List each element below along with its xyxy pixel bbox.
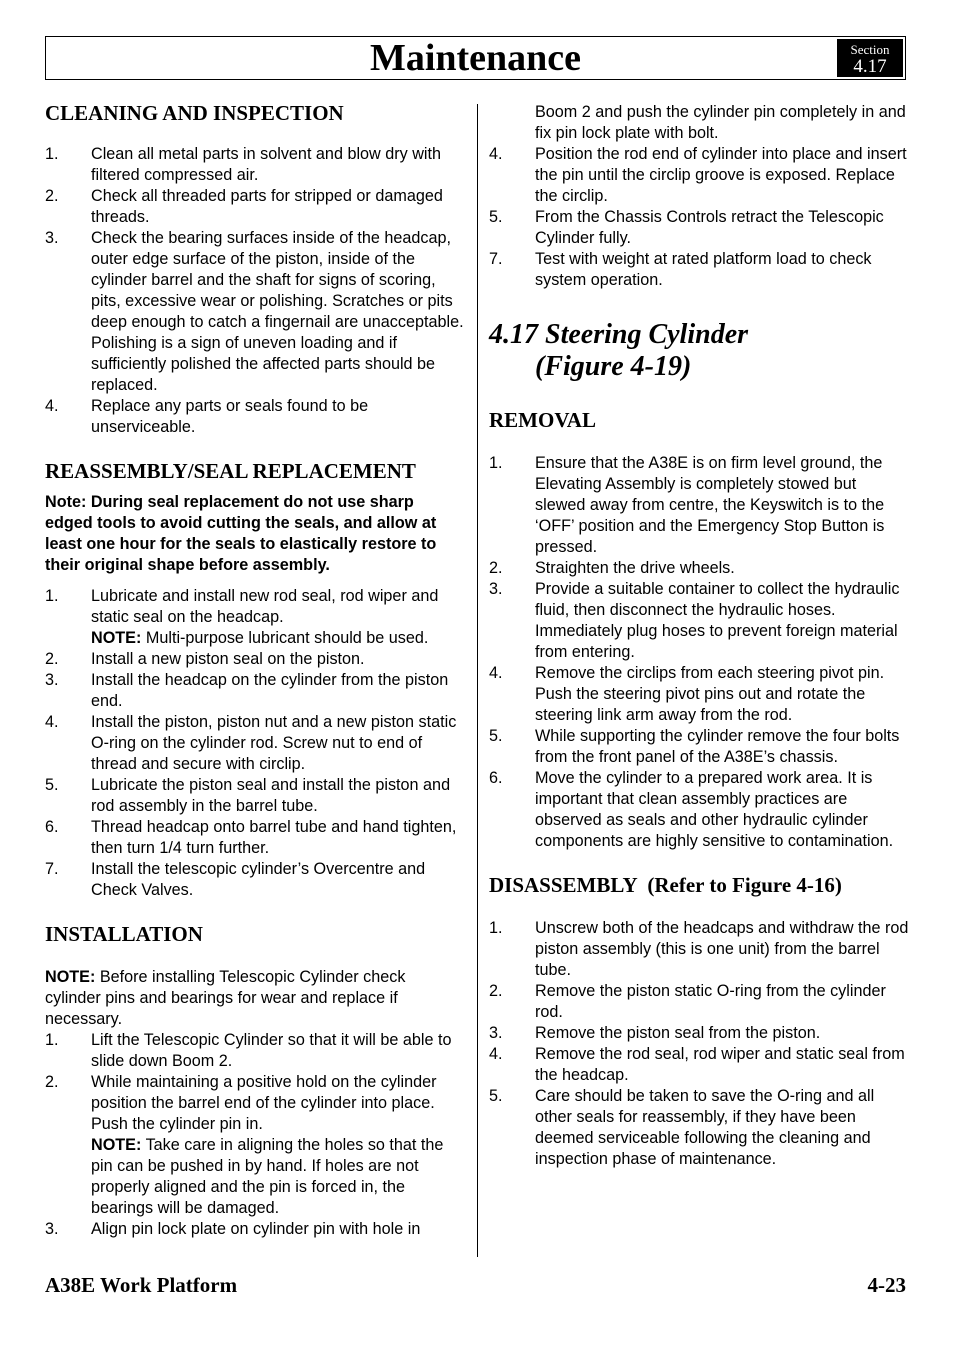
list-item: 3. Remove the piston seal from the piston.	[489, 1024, 821, 1042]
steering-title: 4.17 Steering Cylinder (Figure 4-19)	[489, 319, 749, 382]
list-item: 4. Remove the circlips from each steering pivot pin. Push the steering pivot pins out and rotate the steering link arm away from the rod.	[489, 664, 885, 724]
section-label: Section	[850, 42, 890, 57]
list-item: 2. Straighten the drive wheels.	[489, 559, 735, 577]
page-header	[45, 36, 906, 80]
list-item-continuation: Boom 2 and push the cylinder pin completely in and fix pin lock plate with bolt.	[535, 103, 906, 142]
list-item: 1. Clean all metal parts in solvent and blow dry with filtered compressed air.	[45, 145, 441, 184]
removal-heading: REMOVAL	[489, 408, 596, 432]
list-item: 7. Test with weight at rated platform load to check system operation.	[489, 250, 872, 289]
footer-product: A38E Work Platform	[45, 1273, 238, 1297]
list-item: 5. Lubricate the piston seal and install the piston and rod assembly in the barrel tube.	[45, 776, 451, 815]
page-title: Maintenance	[369, 37, 582, 79]
list-item: 2. Check all threaded parts for stripped or damaged threads.	[45, 187, 443, 226]
cleaning-heading: CLEANING AND INSPECTION	[45, 101, 344, 125]
column-divider	[477, 104, 478, 1257]
list-item: 4. Install the piston, piston nut and a new piston static O-ring on the cylinder rod. Screw nut to end of thread and secure with circlip.	[45, 713, 457, 773]
page-footer	[45, 1272, 906, 1298]
installation-heading: INSTALLATION	[45, 922, 203, 946]
list-item: 5. While supporting the cylinder remove the four bolts from the front panel of the A38E’s chassis.	[489, 727, 900, 766]
list-item: 3. Check the bearing surfaces inside of the headcap, outer edge surface of the piston, inside of the cylinder barrel and the shaft for signs of scoring, pits, excessive wear or polishing. Scratches or pits deep enough to catch a fingernail are unacceptable. Polishing is a sign of uneven loading and if sufficiently polished the affected parts should be replaced.	[45, 229, 464, 394]
page-number: 4-23	[867, 1273, 906, 1297]
right-column	[489, 102, 909, 1170]
left-column	[45, 100, 465, 1240]
list-item: 3. Align pin lock plate on cylinder pin with hole in	[45, 1220, 421, 1238]
list-item: 7. Install the telescopic cylinder’s Overcentre and Check Valves.	[45, 860, 426, 899]
list-item: 3. Provide a suitable container to collect the hydraulic fluid, then disconnect the hydraulic hoses. Immediately plug hoses to prevent foreign material from entering.	[489, 580, 900, 661]
list-item: 6. Thread headcap onto barrel tube and hand tighten, then turn 1/4 turn further.	[45, 818, 457, 857]
list-item: 6. Move the cylinder to a prepared work area. It is important that clean assembly practices are observed as seals and other hydraulic cylinder components are highly sensitive to contamination.	[489, 769, 894, 850]
list-item: 2. While maintaining a positive hold on the cylinder position the barrel end of the cylinder into place. Push the cylinder pin in. NOTE: Take care in aligning the holes so that the pin can be pushed in by hand. If holes are not properly aligned and the pin is forced in, the bearings will be damaged.	[45, 1073, 444, 1217]
reassembly-note: Note: During seal replacement do not use sharp edged tools to avoid cutting the seals, and allow at least one hour for the seals to elastically restore to their original shape before assembly.	[45, 493, 437, 574]
list-item: 4. Replace any parts or seals found to be unserviceable.	[45, 397, 369, 436]
list-item: 1. Lubricate and install new rod seal, rod wiper and static seal on the headcap. NOTE: Multi-purpose lubricant should be used.	[45, 587, 439, 647]
list-item: 1. Unscrew both of the headcaps and withdraw the rod piston assembly (this is one unit) from the barrel tube.	[489, 919, 909, 979]
list-item: 2. Remove the piston static O-ring from the cylinder rod.	[489, 982, 886, 1021]
list-item: 5. From the Chassis Controls retract the Telescopic Cylinder fully.	[489, 208, 884, 247]
list-item: 5. Care should be taken to save the O-ring and all other seals for reassembly, if they have been deemed serviceable following the cleaning and inspection phase of maintenance.	[489, 1087, 875, 1168]
list-item: 1. Lift the Telescopic Cylinder so that it will be able to slide down Boom 2.	[45, 1031, 452, 1070]
reassembly-heading: REASSEMBLY/SEAL REPLACEMENT	[45, 459, 416, 483]
installation-note: NOTE: Before installing Telescopic Cylinder check cylinder pins and bearings for wear and replace if necessary.	[45, 968, 406, 1028]
list-item: 1. Ensure that the A38E is on firm level ground, the Elevating Assembly is completely stowed but slewed away from centre, the Keyswitch is to the ‘OFF’ position and the Emergency Stop Button is pressed.	[489, 454, 885, 556]
list-item: 2. Install a new piston seal on the piston.	[45, 650, 365, 668]
section-number: 4.17	[853, 56, 887, 77]
disassembly-heading: DISASSEMBLY (Refer to Figure 4-16)	[489, 873, 842, 897]
list-item: 3. Install the headcap on the cylinder from the piston end.	[45, 671, 449, 710]
list-item: 4. Position the rod end of cylinder into place and insert the pin until the circlip groove is exposed. Replace the circlip.	[489, 145, 907, 205]
list-item: 4. Remove the rod seal, rod wiper and static seal from the headcap.	[489, 1045, 905, 1084]
section-badge	[837, 39, 903, 77]
